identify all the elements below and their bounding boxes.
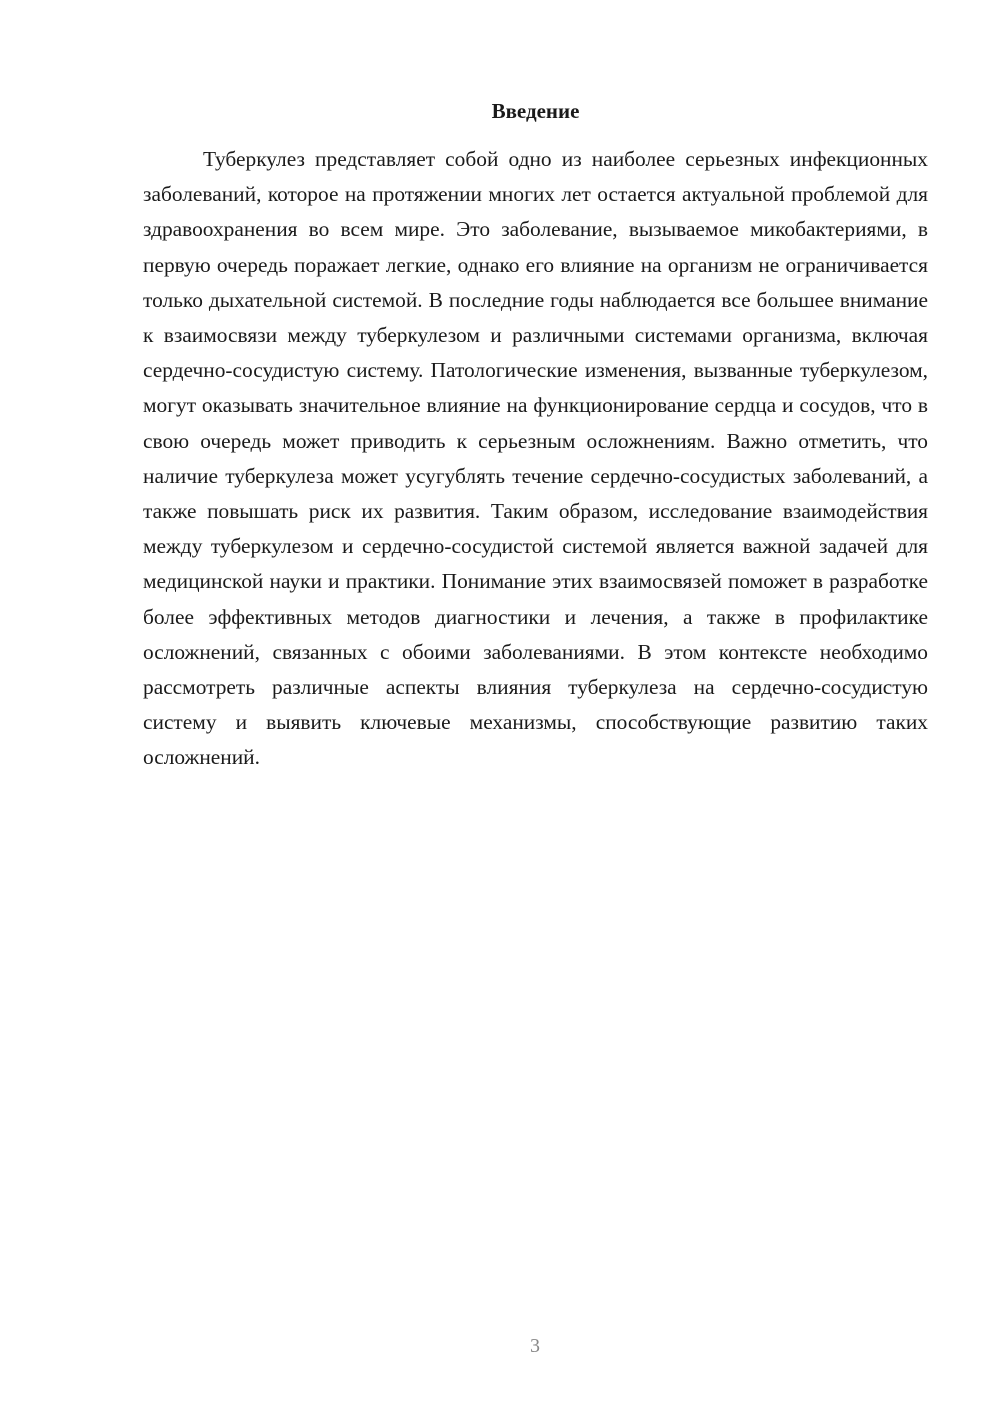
section-heading: Введение xyxy=(491,99,580,123)
page-number: 3 xyxy=(530,1335,540,1357)
body-paragraph: Туберкулез представляет собой одно из наиболее серьезных инфекционных заболеваний, которое на протяжении многих лет остается актуальной проблемой для здравоохранения во всем мире. Это заболевание, вызываемое микобактериями, в первую очередь поражает легкие, однако его влияние на организм не ограничивается только дыхательной системой. В последние годы наблюдается все большее внимание к взаимосвязи между туберкулезом и различными системами организма, включая сердечно-сосудистую систему. Патологические изменения, вызванные туберкулезом, могут оказывать значительное влияние на функционирование сердца и сосудов, что в свою очередь может приводить к серьезным осложнениям. Важно отметить, что наличие туберкулеза может усугублять течение сердечно-сосудистых заболеваний, а также повышать риск их развития. Таким образом, исследование взаимодействия между туберкулезом и сердечно-сосудистой системой является важной задачей для медицинской науки и практики. Понимание этих взаимосвязей поможет в разработке более эффективных методов диагностики и лечения, а также в профилактике осложнений, связанных с обоими заболеваниями. В этом контексте необходимо рассмотреть различные аспекты влияния туберкулеза на сердечно-сосудистую систему и выявить ключевые механизмы, способствующие развитию таких осложнений. xyxy=(143,147,928,770)
